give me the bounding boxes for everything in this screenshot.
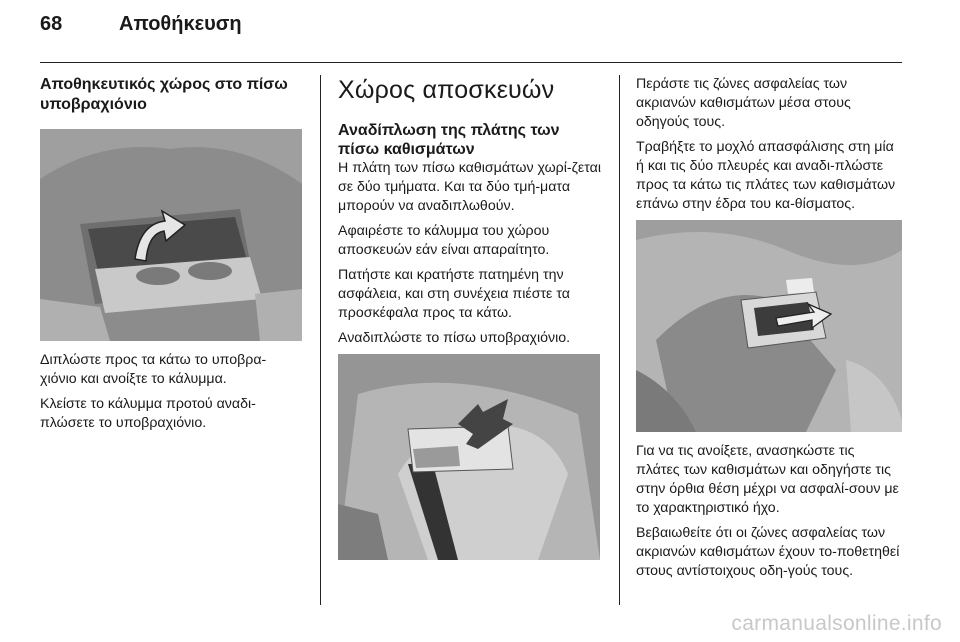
instruction-text: Διπλώστε προς τα κάτω το υποβρα-χιόνιο και ανοίξτε το κάλυμμα. [40, 352, 267, 387]
instruction-text: Κλείστε το κάλυμμα προτού αναδι-πλώσετε το υποβραχιόνιο. [40, 396, 256, 431]
chapter-title: Αποθήκευση [119, 13, 242, 35]
section-title: Χώρος αποσκευών [338, 76, 555, 104]
column-seat-folding [636, 75, 902, 587]
subsection-heading: Αναδίπλωση της πλάτης των πίσω καθισμάτων [338, 122, 560, 158]
instruction-text: Τραβήξτε το μοχλό απασφάλισης στη μία ή και τις δύο πλευρές και αναδι-πλώστε προς τα κάτω τις πλάτες των καθισμάτων επάνω στην έδρα του κα-θίσματος. [636, 139, 896, 212]
page-header [40, 0, 902, 63]
section-heading: Αποθηκευτικός χώρος στο πίσω υποβραχιόνιο [40, 76, 288, 113]
instruction-text: Αφαιρέστε το κάλυμμα του χώρου αποσκευών εάν είναι απαραίτητο. [338, 223, 550, 258]
instruction-text: Η πλάτη των πίσω καθισμάτων χωρί-ζεται σε δύο τμήματα. Και τα δύο τμή-ματα μπορούν να αναδιπλωθούν. [338, 160, 601, 214]
headrest-release-illustration [338, 354, 602, 560]
armrest-illustration [40, 129, 302, 341]
column-divider [320, 75, 321, 605]
page-number: 68 [40, 13, 63, 35]
watermark: carmanualsonline.info [731, 612, 942, 635]
seat-release-lever-illustration [636, 220, 902, 432]
instruction-text: Για να τις ανοίξετε, ανασηκώστε τις πλάτες των καθισμάτων και οδηγήστε τις στην όρθια θέση μέχρι να ασφαλί-σουν με το χαρακτηριστικό ήχο. [636, 443, 899, 516]
instruction-text: Περάστε τις ζώνες ασφαλείας των ακριανών καθισμάτων μέσα στους οδηγούς τους. [636, 76, 851, 130]
instruction-text: Πατήστε και κρατήστε πατημένη την ασφάλεια, και στη συνέχεια πιέστε τα προσκέφαλα προς τα κάτω. [338, 267, 570, 321]
column-luggage-compartment [338, 75, 602, 570]
column-armrest-storage [40, 75, 302, 439]
instruction-text: Βεβαιωθείτε ότι οι ζώνες ασφαλείας των ακριανών καθισμάτων έχουν το-ποθετηθεί στους αντίστοιχους οδη-γούς τους. [636, 525, 900, 579]
column-divider [619, 75, 620, 605]
instruction-text: Αναδιπλώστε το πίσω υποβραχιόνιο. [338, 330, 571, 346]
